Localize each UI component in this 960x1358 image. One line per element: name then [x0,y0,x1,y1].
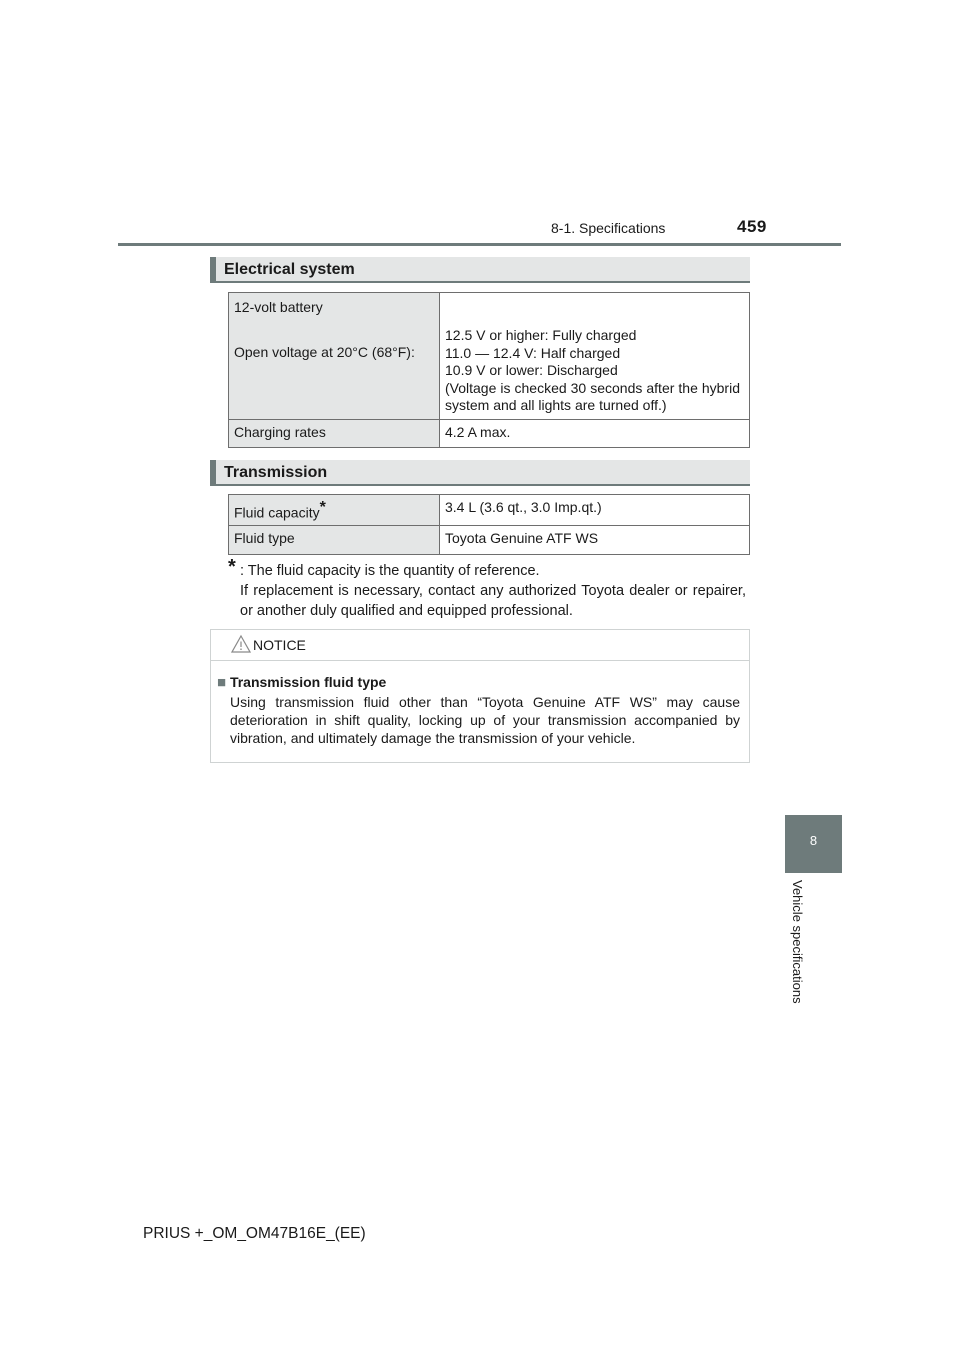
electrical-table [228,292,750,448]
transmission-table [228,494,750,555]
square-bullet-icon: ■ [217,674,227,691]
charging-label: Charging rates [234,424,326,440]
heading-bar [210,257,216,281]
notice-header [211,630,749,661]
table-cell-value [440,525,750,554]
fluid-capacity-label [229,495,439,525]
chapter-label: Vehicle specifications [790,880,805,1004]
notice-subheading-label: Transmission fluid type [229,674,387,690]
section-title: 8-1. Specifications [551,220,666,236]
charging-value: 4.2 A max. [445,424,511,440]
footnote-marker: * [319,499,326,516]
notice-text: Using transmission fluid other than “Toyota Genuine ATF WS” may cause deterioration in shift quality, locking up of your transmission accompanied by vibration, and ultimately damage the transmission of your vehicle. [230,694,740,746]
table-row [229,495,750,526]
table-cell-key [229,495,440,526]
fluid-type-value: Toyota Genuine ATF WS [445,529,599,546]
table-cell-key [229,293,440,420]
footnote-line: If replacement is necessary, contact any authorized Toyota dealer or repairer, or another duly qualified and equipped professional. [240,583,746,619]
table-row [229,420,750,448]
notice-box [210,629,750,763]
battery-label: 12-volt battery [234,299,323,315]
voltage-line: 10.9 V or lower: Discharged [445,362,618,378]
page-number: 459 [737,217,767,236]
table-row [229,525,750,554]
table-cell-key [229,420,440,448]
table-cell-key [229,525,440,554]
transmission-heading [210,460,750,486]
chapter-tab [785,815,842,873]
electrical-heading-label: Electrical system [224,261,355,278]
footnote-mark: * [228,556,236,578]
voltage-line: 12.5 V or higher: Fully charged [445,327,637,343]
voltage-note: (Voltage is checked 30 seconds after the hybrid system and all lights are turned off.) [445,379,740,413]
document-id: PRIUS +_OM_OM47B16E_(EE) [143,1225,366,1242]
transmission-heading-label: Transmission [224,464,328,481]
header-rule [118,243,841,246]
voltage-label: Open voltage at 20°C (68°F): [234,344,415,360]
notice-title: NOTICE [253,637,306,653]
fluid-capacity-value: 3.4 L (3.6 qt., 3.0 Imp.qt.) [445,499,602,515]
table-cell-value [440,293,750,420]
warning-triangle-icon [231,634,251,659]
table-cell-value [440,495,750,526]
chapter-number: 8 [809,833,818,848]
notice-subheading [217,674,386,691]
table-cell-value [440,420,750,448]
voltage-line: 11.0 — 12.4 V: Half charged [445,344,621,361]
fluid-capacity-text: Fluid capacity [234,504,320,521]
footnote-line: : The fluid capacity is the quantity of reference. [240,563,540,579]
table-row [229,293,750,420]
fluid-type-label: Fluid type [234,529,295,546]
footnote-body [240,561,746,621]
electrical-heading [210,257,750,283]
heading-bar [210,460,216,484]
voltage-values [445,327,740,415]
